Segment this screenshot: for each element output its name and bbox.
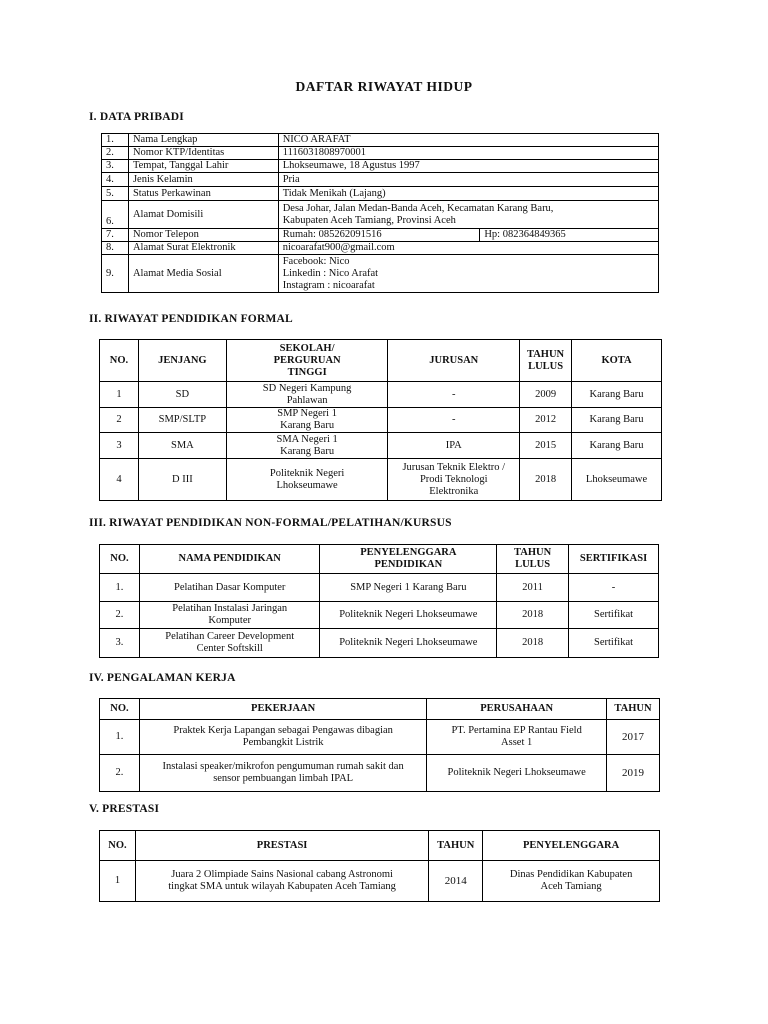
- header-no: NO.: [100, 699, 140, 720]
- header-text: PERGURUAN: [273, 354, 341, 366]
- cell-no: 3: [100, 433, 139, 459]
- formal-education-table: [99, 339, 662, 501]
- cell-text: Jurusan Teknik Elektro /: [402, 461, 506, 473]
- row-number: 1.: [102, 134, 129, 147]
- cell-kota: Karang Baru: [572, 408, 662, 433]
- cell-kota: Karang Baru: [572, 433, 662, 459]
- header-sertifikasi: SERTIFIKASI: [569, 545, 659, 574]
- header-sekolah: [226, 340, 388, 382]
- header-penyelenggara: [320, 545, 497, 574]
- cell-sekolah: [226, 408, 388, 433]
- cell-jenjang: SD: [138, 382, 226, 408]
- social-instagram: Instagram : nicoarafat: [282, 279, 375, 291]
- cell-nama: Pelatihan Dasar Komputer: [139, 574, 320, 602]
- cell-nama: [139, 602, 320, 629]
- header-nama: NAMA PENDIDIKAN: [139, 545, 320, 574]
- cell-jurusan: [388, 459, 520, 501]
- achievement-table: [99, 830, 660, 902]
- cell-text: Elektronika: [429, 485, 479, 497]
- work-experience-table: [99, 698, 660, 792]
- table-row: [102, 173, 659, 187]
- header-tahun: [520, 340, 572, 382]
- row-number: 6.: [102, 201, 129, 229]
- table-row: [100, 433, 662, 459]
- field-label: Nomor KTP/Identitas: [128, 147, 278, 160]
- table-row: [102, 160, 659, 173]
- cell-jenjang: SMA: [138, 433, 226, 459]
- cell-tahun: 2018: [520, 459, 572, 501]
- header-penyelenggara: PENYELENGGARA: [483, 831, 660, 861]
- field-value-mobile-phone: Hp: 082364849365: [480, 229, 659, 242]
- header-no: NO.: [100, 831, 136, 861]
- section-heading-data-pribadi: I. DATA PRIBADI: [89, 111, 184, 123]
- cell-perusahaan: [427, 720, 607, 755]
- cell-text: Center Softskill: [196, 643, 263, 654]
- row-number: 3.: [102, 160, 129, 173]
- row-number: 4.: [102, 173, 129, 187]
- field-value: [278, 201, 658, 229]
- header-prestasi: PRESTASI: [135, 831, 428, 861]
- social-facebook: Facebook: Nico: [282, 255, 350, 267]
- document-title: DAFTAR RIWAYAT HIDUP: [295, 79, 473, 94]
- cell-text: Lhokseumawe: [276, 479, 338, 491]
- header-kota: KOTA: [572, 340, 662, 382]
- cell-text: tingkat SMA untuk wilayah Kabupaten Aceh Tamiang: [168, 881, 396, 892]
- cell-text: SMA Negeri 1: [276, 433, 338, 445]
- table-row: [100, 861, 660, 902]
- cell-sekolah: [226, 382, 388, 408]
- cell-text: Pelatihan Instalasi Jaringan: [172, 603, 288, 614]
- table-row: [102, 134, 659, 147]
- header-jurusan: JURUSAN: [388, 340, 520, 382]
- cell-prestasi: [135, 861, 428, 902]
- field-label: Alamat Surat Elektronik: [128, 242, 278, 255]
- cell-kota: Karang Baru: [572, 382, 662, 408]
- cell-text: Juara 2 Olimpiade Sains Nasional cabang Astronomi: [171, 869, 393, 880]
- header-text: LULUS: [528, 360, 564, 372]
- header-tahun: [497, 545, 569, 574]
- cell-text: Praktek Kerja Lapangan sebagai Pengawas dibagian: [173, 725, 393, 736]
- cell-text: Karang Baru: [280, 420, 335, 431]
- cell-tahun: 2009: [520, 382, 572, 408]
- cell-text: sensor pembuangan limbah IPAL: [213, 773, 354, 784]
- address-line-1: Desa Johar, Jalan Medan-Banda Aceh, Kecamatan Karang Baru,: [282, 202, 554, 214]
- cell-sertifikasi: Sertifikat: [569, 629, 659, 658]
- cell-tahun: 2014: [429, 861, 483, 902]
- nonformal-education-table: [99, 544, 659, 658]
- field-label: Alamat Media Sosial: [128, 255, 278, 293]
- field-label: Alamat Domisili: [128, 201, 278, 229]
- table-row: [102, 242, 659, 255]
- field-value: [278, 255, 658, 293]
- header-tahun: TAHUN: [429, 831, 483, 861]
- table-header-row: [100, 831, 660, 861]
- cell-jurusan: -: [388, 408, 520, 433]
- field-value: nicoarafat900@gmail.com: [278, 242, 658, 255]
- cell-sekolah: [226, 433, 388, 459]
- cell-jenjang: D III: [138, 459, 226, 501]
- cell-jurusan: -: [388, 382, 520, 408]
- row-number: 8.: [102, 242, 129, 255]
- cell-pekerjaan: [139, 720, 426, 755]
- table-header-row: [100, 340, 662, 382]
- table-row: [100, 382, 662, 408]
- cell-penyelenggara: Politeknik Negeri Lhokseumawe: [320, 602, 497, 629]
- table-row: [100, 720, 660, 755]
- address-line-2: Kabupaten Aceh Tamiang, Provinsi Aceh: [282, 214, 456, 226]
- cell-no: 1.: [100, 720, 140, 755]
- cell-text: Pelatihan Career Development: [165, 631, 295, 642]
- cell-nama: [139, 629, 320, 658]
- cell-tahun: 2012: [520, 408, 572, 433]
- row-number: 5.: [102, 187, 129, 201]
- field-value: Lhokseumawe, 18 Agustus 1997: [278, 160, 658, 173]
- section-heading-prestasi: V. PRESTASI: [89, 803, 160, 815]
- cell-tahun: 2017: [607, 720, 660, 755]
- cell-no: 1.: [100, 574, 140, 602]
- field-value-home-phone: Rumah: 085262091516: [278, 229, 480, 242]
- cell-no: 4: [100, 459, 139, 501]
- cell-sertifikasi: Sertifikat: [569, 602, 659, 629]
- field-label: Status Perkawinan: [128, 187, 278, 201]
- cell-no: 1: [100, 382, 139, 408]
- cell-text: Dinas Pendidikan Kabupaten: [509, 869, 633, 880]
- row-number: 9.: [102, 255, 129, 293]
- header-perusahaan: PERUSAHAAN: [427, 699, 607, 720]
- table-row: [100, 574, 659, 602]
- field-label: Tempat, Tanggal Lahir: [128, 160, 278, 173]
- cell-sertifikasi: -: [569, 574, 659, 602]
- table-row: [100, 459, 662, 501]
- cell-penyelenggara: SMP Negeri 1 Karang Baru: [320, 574, 497, 602]
- field-value: Pria: [278, 173, 658, 187]
- cell-text: SD Negeri Kampung: [262, 382, 352, 394]
- cell-text: Asset 1: [501, 737, 533, 748]
- cell-text: Pahlawan: [286, 394, 328, 406]
- cell-sekolah: [226, 459, 388, 501]
- cell-no: 1: [100, 861, 136, 902]
- cell-tahun: 2011: [497, 574, 569, 602]
- header-text: TINGGI: [287, 366, 327, 378]
- cell-tahun: 2018: [497, 602, 569, 629]
- cell-tahun: 2018: [497, 629, 569, 658]
- cell-kota: Lhokseumawe: [572, 459, 662, 501]
- cell-text: Karang Baru: [280, 445, 335, 457]
- field-value: Tidak Menikah (Lajang): [278, 187, 658, 201]
- header-text: TAHUN: [527, 348, 565, 360]
- header-text: PENYELENGGARA: [360, 547, 457, 558]
- table-row: [100, 629, 659, 658]
- field-value: 1116031808970001: [278, 147, 658, 160]
- header-text: LULUS: [515, 559, 551, 570]
- cell-text: Prodi Teknologi: [419, 473, 488, 485]
- header-text: PENDIDIKAN: [374, 559, 443, 570]
- table-row: [102, 147, 659, 160]
- header-text: SEKOLAH/: [279, 342, 335, 354]
- cell-text: Instalasi speaker/mikrofon pengumuman rumah sakit dan: [162, 761, 404, 772]
- cell-jurusan: IPA: [388, 433, 520, 459]
- cell-no: 3.: [100, 629, 140, 658]
- table-row: [102, 187, 659, 201]
- header-tahun: TAHUN: [607, 699, 660, 720]
- table-row: [100, 602, 659, 629]
- section-heading-pendidikan-formal: II. RIWAYAT PENDIDIKAN FORMAL: [89, 313, 293, 325]
- cell-pekerjaan: [139, 755, 426, 792]
- row-number: 2.: [102, 147, 129, 160]
- cell-no: 2: [100, 408, 139, 433]
- table-header-row: [100, 545, 659, 574]
- cell-text: SMP Negeri 1: [277, 408, 337, 419]
- cell-tahun: 2015: [520, 433, 572, 459]
- row-number: 7.: [102, 229, 129, 242]
- table-row: [102, 229, 659, 242]
- cell-text: Komputer: [208, 615, 251, 626]
- cell-perusahaan: Politeknik Negeri Lhokseumawe: [427, 755, 607, 792]
- cell-tahun: 2019: [607, 755, 660, 792]
- cell-no: 2.: [100, 755, 140, 792]
- cell-text: PT. Pertamina EP Rantau Field: [451, 725, 582, 736]
- section-heading-pendidikan-nonformal: III. RIWAYAT PENDIDIKAN NON-FORMAL/PELATIHAN/KURSUS: [89, 517, 452, 529]
- table-row: [100, 408, 662, 433]
- table-row: [102, 255, 659, 293]
- field-label: Nama Lengkap: [128, 134, 278, 147]
- cell-penyelenggara: [483, 861, 660, 902]
- cell-text: Aceh Tamiang: [540, 881, 602, 892]
- header-text: TAHUN: [514, 547, 552, 558]
- cell-text: Pembangkit Listrik: [242, 737, 324, 748]
- header-no: NO.: [100, 340, 139, 382]
- cell-jenjang: SMP/SLTP: [138, 408, 226, 433]
- cell-no: 2.: [100, 602, 140, 629]
- header-jenjang: JENJANG: [138, 340, 226, 382]
- field-label: Nomor Telepon: [128, 229, 278, 242]
- table-row: [100, 755, 660, 792]
- header-no: NO.: [100, 545, 140, 574]
- section-heading-pengalaman-kerja: IV. PENGALAMAN KERJA: [89, 672, 236, 684]
- field-label: Jenis Kelamin: [128, 173, 278, 187]
- field-value: NICO ARAFAT: [278, 134, 658, 147]
- personal-data-table: [101, 133, 659, 293]
- cell-text: Politeknik Negeri: [269, 467, 345, 479]
- table-row: [102, 201, 659, 229]
- social-linkedin: Linkedin : Nico Arafat: [282, 267, 379, 279]
- cell-penyelenggara: Politeknik Negeri Lhokseumawe: [320, 629, 497, 658]
- table-header-row: [100, 699, 660, 720]
- header-pekerjaan: PEKERJAAN: [139, 699, 426, 720]
